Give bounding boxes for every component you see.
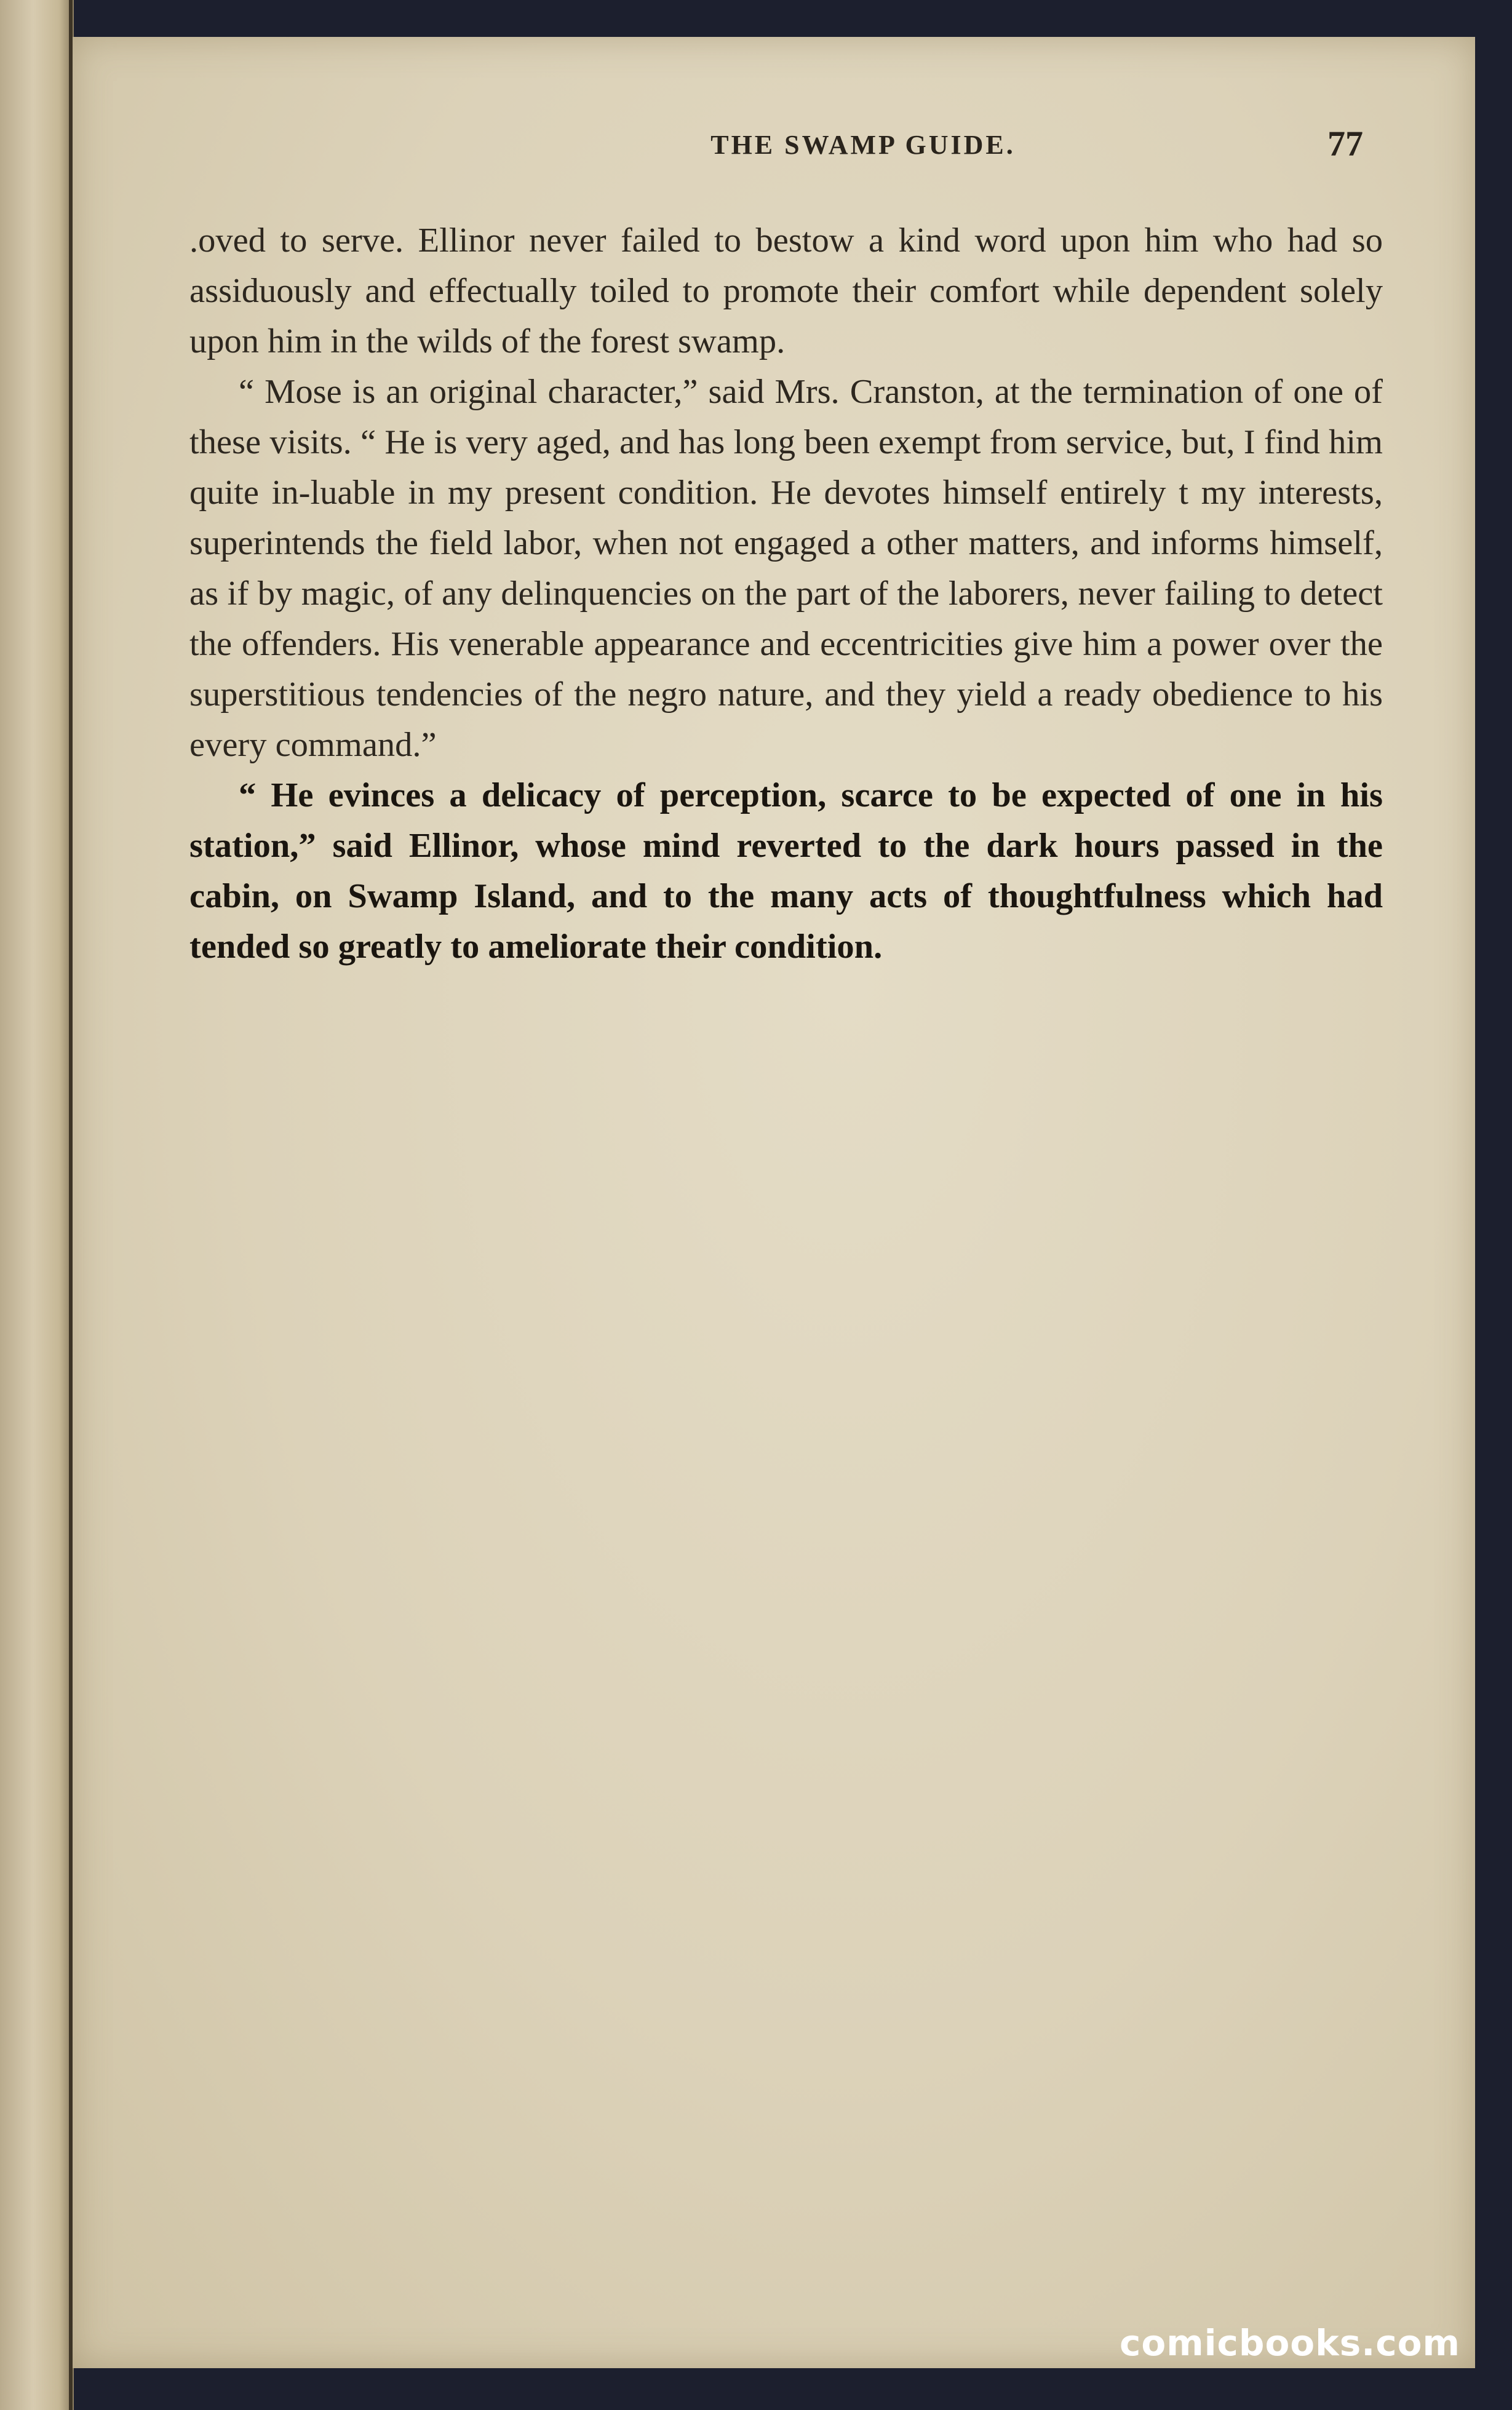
previous-page-edge [0,0,74,2410]
book-page [73,37,1475,2368]
running-head: THE SWAMP GUIDE. [710,130,1016,160]
page-number: 77 [1327,124,1363,164]
paragraph-1: .oved to serve. Ellinor never failed to bestow a kind word upon him who had so assiduously and effectually toiled to promote their comfort while dependent solely upon him in the wilds of the forest swamp. [189,221,1383,360]
body-text [189,215,1383,972]
paragraph-2: “ Mose is an original character,” said Mrs. Cranston, at the termination of one of these visits. “ He is very aged, and has long been exempt from service, but, I find him quite in-luable in my present condition. He devotes himself entirely t my interests, superintends the field labor, when not engaged a other matters, and informs himself, as if by magic, of any delinquencies on the part of the laborers, never failing to detect the offenders. His venerable appearance and eccentricities give him a power over the superstitious tendencies of the negro nature, and they yield a ready obedience to his every command.” [189,373,1383,764]
paragraph-3: “ He evinces a delicacy of perception, scarce to be expected of one in his station,” said Ellinor, whose mind reverted to the dark hours passed in the cabin, on Swamp Island, and to the many acts of thoughtfulness which had tended so greatly to ameliorate their condition. [189,776,1383,966]
watermark-text: comicbooks.com [1120,2322,1460,2364]
